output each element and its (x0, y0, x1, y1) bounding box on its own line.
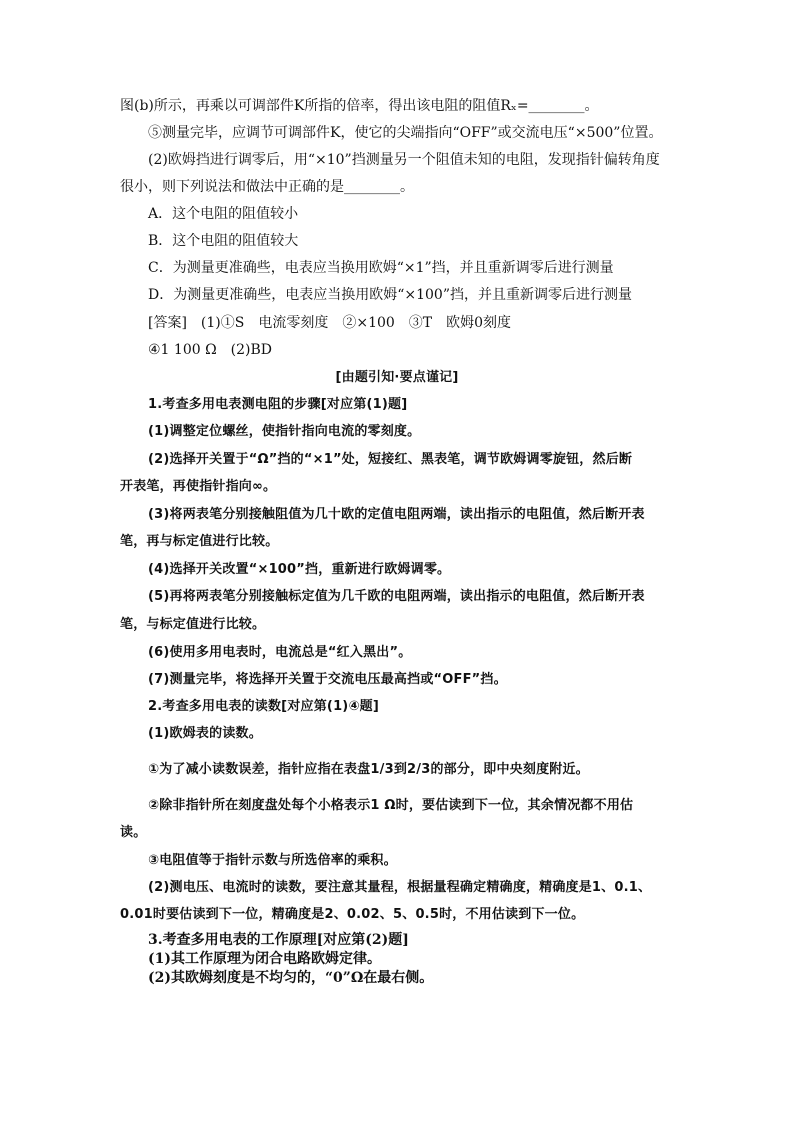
text-line: 图(b)所示，再乘以可调部件K所指的倍率，得出该电阻的阻值Rₓ=________。 (120, 98, 599, 114)
text-line: (6)使用多用电表时，电流总是“红入黑出”。 (148, 645, 412, 660)
text-line: (2)测电压、电流时的读数，要注意其量程，根据量程确定精确度，精确度是1、0.1、 (148, 880, 652, 895)
text-line: 开表笔，再使指针指向∞。 (120, 479, 277, 494)
text-line: 笔，与标定值进行比较。 (120, 617, 266, 632)
section-heading: 3.考查多用电表的工作原理[对应第(2)题] (148, 932, 409, 948)
text-line: ⑤测量完毕，应调节可调部件K，使它的尖端指向“OFF”或交流电压“×500”位置。 (148, 125, 663, 141)
text-line: (2)选择开关置于“Ω”挡的“×1”处，短接红、黑表笔，调节欧姆调零旋钮，然后断 (148, 452, 633, 467)
text-line: ③电阻值等于指针示数与所选倍率的乘积。 (148, 853, 397, 868)
text-line: (1)欧姆表的读数。 (148, 726, 262, 741)
text-line: (2)欧姆挡进行调零后，用“×10”挡测量另一个阻值未知的电阻，发现指针偏转角度 (148, 152, 660, 168)
text-line: 0.01时要估读到下一位，精确度是2、0.02、5、0.5时，不用估读到下一位。 (120, 907, 585, 922)
text-line: (3)将两表笔分别接触阻值为几十欧的定值电阻两端，读出指示的电阻值，然后断开表 (148, 507, 645, 522)
text-line: 很小，则下列说法和做法中正确的是________。 (120, 179, 414, 195)
text-line: (1)其工作原理为闭合电路欧姆定律。 (148, 951, 381, 967)
option-b: B．这个电阻的阻值较大 (148, 233, 299, 249)
answer-line: [答案] (1)①S 电流零刻度 ②×100 ③T 欧姆0刻度 (148, 315, 512, 331)
text-line: (2)其欧姆刻度是不均匀的，“0”Ω在最右侧。 (148, 970, 434, 986)
text-line: ①为了减小读数误差，指针应指在表盘1/3到2/3的部分，即中央刻度附近。 (148, 762, 589, 777)
text-line: ②除非指针所在刻度盘处每个小格表示1 Ω时，要估读到下一位，其余情况都不用估 (148, 798, 634, 813)
section-title: [由题引知·要点谨记] (335, 370, 459, 385)
text-line: (5)再将两表笔分别接触标定值为几千欧的电阻两端，读出指示的电阻值，然后断开表 (148, 589, 645, 604)
option-a: A．这个电阻的阻值较小 (148, 206, 299, 222)
text-line: (4)选择开关改置“×100”挡，重新进行欧姆调零。 (148, 562, 451, 577)
text-line: 读。 (120, 825, 147, 840)
text-line: 笔，再与标定值进行比较。 (120, 534, 279, 549)
text-line: (1)调整定位螺丝，使指针指向电流的零刻度。 (148, 424, 421, 439)
option-d: D．为测量更准确些，电表应当换用欧姆“×100”挡，并且重新调零后进行测量 (148, 287, 632, 303)
section-heading: 2.考查多用电表的读数[对应第(1)④题] (148, 699, 380, 714)
text-line: (7)测量完毕，将选择开关置于交流电压最高挡或“OFF”挡。 (148, 672, 507, 687)
option-c: C．为测量更准确些，电表应当换用欧姆“×1”挡，并且重新调零后进行测量 (148, 260, 614, 276)
answer-line: ④1 100 Ω (2)BD (148, 342, 273, 358)
section-heading: 1.考查多用电表测电阻的步骤[对应第(1)题] (148, 397, 408, 412)
